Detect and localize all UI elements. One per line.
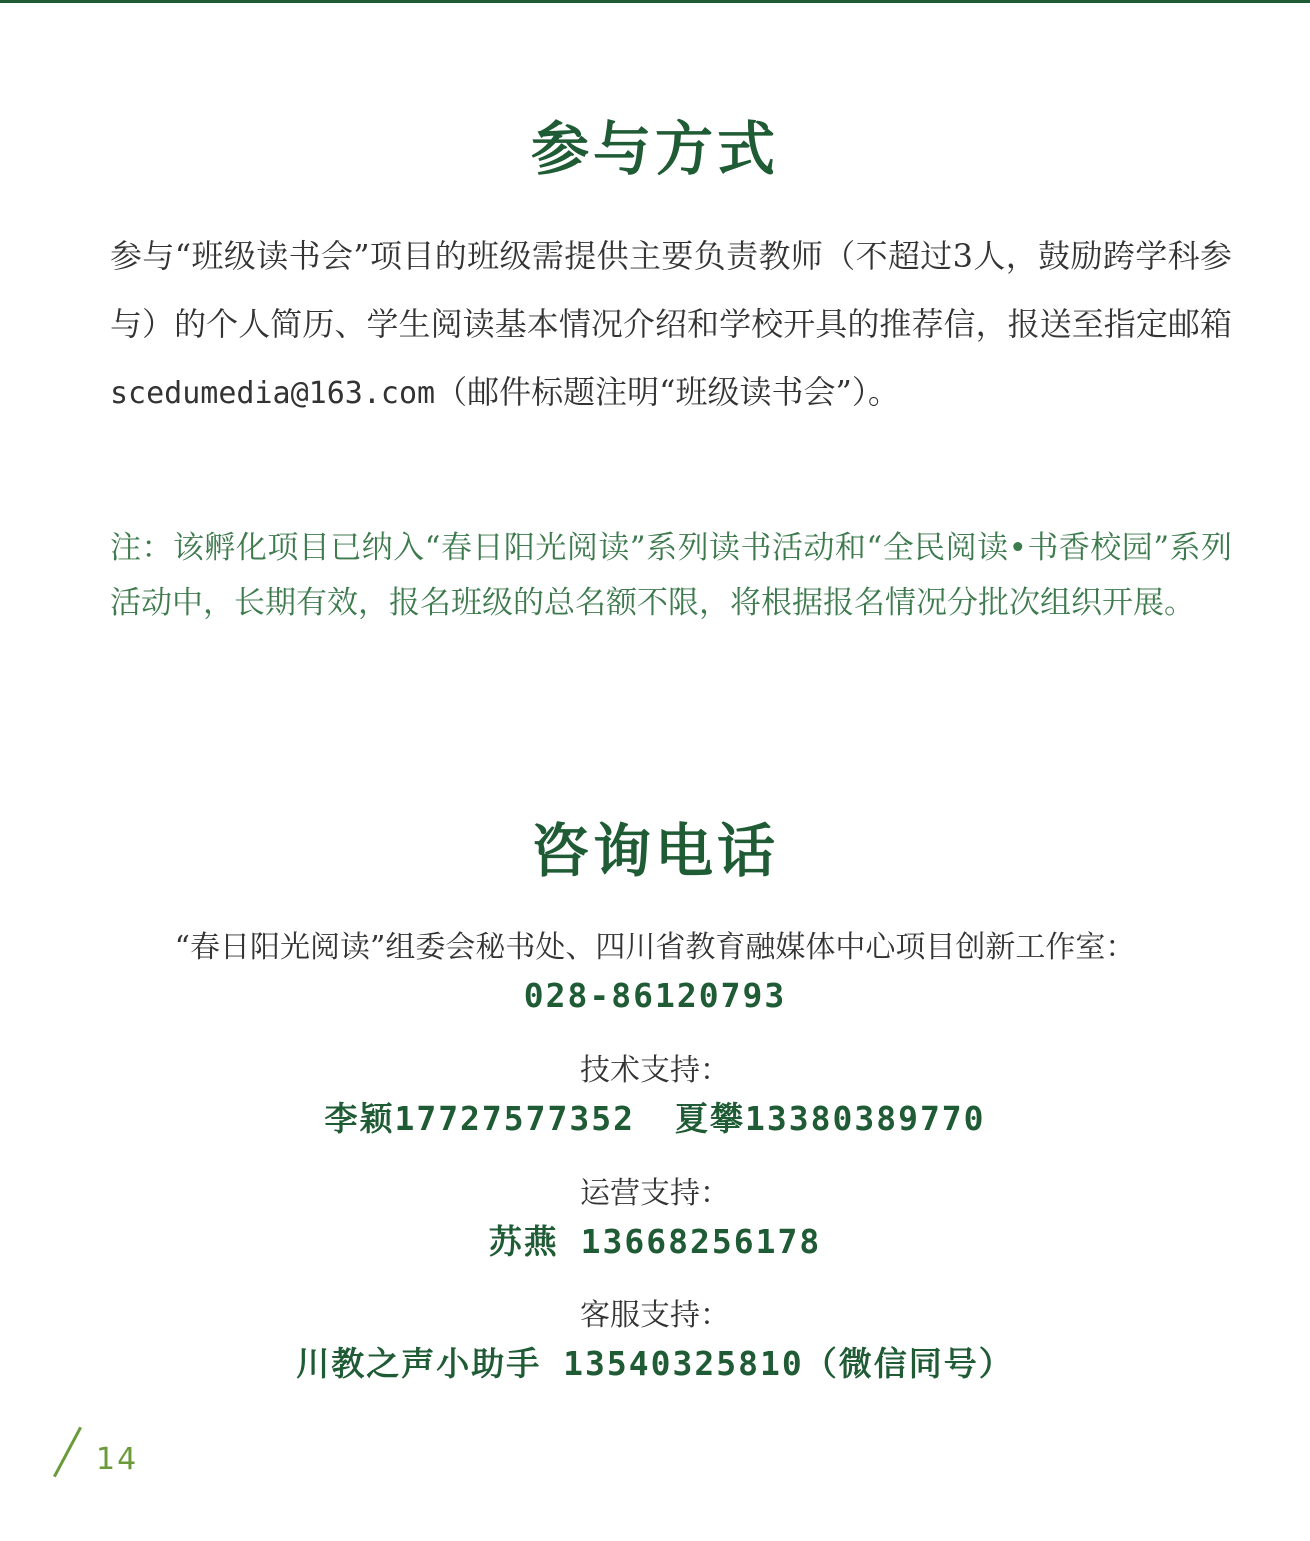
office-label: “春日阳光阅读”组委会秘书处、四川省教育融媒体中心项目创新工作室： — [174, 930, 1136, 965]
office-phone: 028-86120793 — [523, 976, 787, 1015]
participation-note: 注：该孵化项目已纳入“春日阳光阅读”系列读书活动和“全民阅读•书香校园”系列活动中，长期有效，报名班级的总名额不限，将根据报名情况分批次组织开展。 — [110, 530, 1232, 621]
tech-support-label: 技术支持： — [580, 1053, 730, 1088]
consultation-title: 咨询电话 — [530, 817, 779, 885]
top-border-line — [0, 0, 1310, 3]
ops-support-contact: 苏燕 13668256178 — [488, 1222, 822, 1261]
tech-contact-1: 李颖17727577352 — [324, 1099, 635, 1138]
participation-body-text: 参与“班级读书会”项目的班级需提供主要负责教师（不超过3人，鼓励跨学科参与）的个人简历、学生阅读基本情况介绍和学校开具的推荐信，报送至指定邮箱 — [110, 237, 1232, 343]
page-number-text: 14 — [96, 1442, 139, 1477]
participation-title: 参与方式 — [530, 115, 779, 183]
service-support-label: 客服支持： — [580, 1298, 730, 1333]
email-address: scedumedia@163.com — [110, 376, 436, 411]
tech-support-contacts — [0, 1099, 1310, 1139]
service-support-contact: 川教之声小助手 13540325810（微信同号） — [296, 1344, 1014, 1383]
participation-body-tail: （邮件标题注明“班级读书会”）。 — [435, 373, 900, 411]
tech-contact-2: 夏攀13380389770 — [675, 1099, 986, 1138]
ops-support-label: 运营支持： — [580, 1176, 730, 1211]
slash-decoration — [53, 1427, 82, 1478]
participation-body — [110, 222, 1232, 428]
